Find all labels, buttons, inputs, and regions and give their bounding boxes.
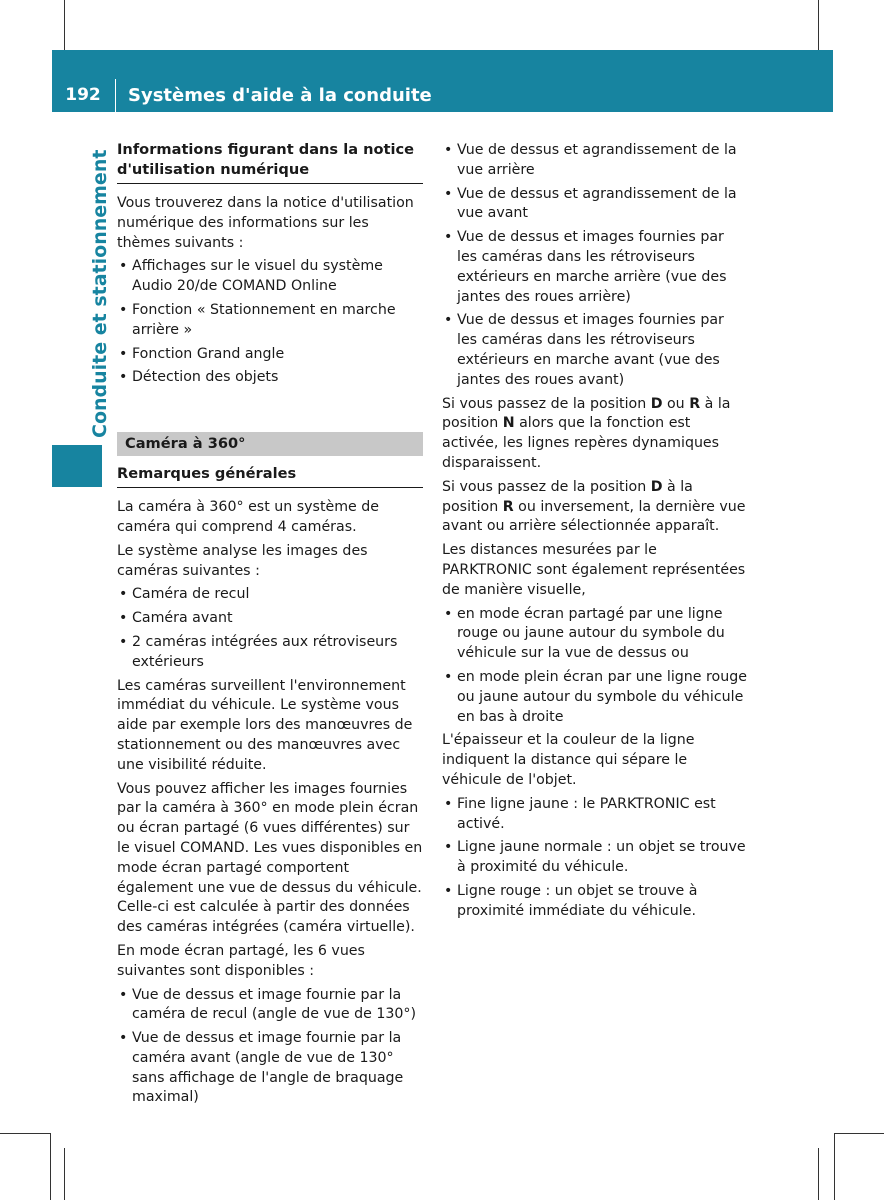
- crop-mark: [64, 1148, 65, 1200]
- mode-list: [442, 605, 748, 728]
- chapter-tab: [52, 445, 102, 487]
- list-item: • Vue de dessus et agrandissement de la vue arrière: [442, 141, 748, 181]
- gear-key: D: [650, 478, 663, 495]
- view-list: [117, 986, 423, 1109]
- text-run: ou: [662, 395, 690, 412]
- paragraph: La caméra à 360° est un système de caméra qui comprend 4 caméras.: [117, 499, 380, 535]
- list-item: • Ligne rouge : un objet se trouve à proximité immédiate du véhicule.: [442, 882, 748, 922]
- paragraph: Les distances mesurées par le PARKTRONIC sont également représentées de manière visuelle,: [442, 542, 746, 598]
- list-item: • Ligne jaune normale : un objet se trouve à proximité du véhicule.: [442, 838, 748, 878]
- crop-mark: [834, 1133, 884, 1134]
- gear-key: R: [502, 498, 514, 515]
- paragraph: L'épaisseur et la couleur de la ligne indiquent la distance qui sépare le véhicule de l'objet.: [442, 732, 695, 788]
- paragraph: En mode écran partagé, les 6 vues suivantes sont disponibles :: [117, 942, 365, 979]
- list-item: • Caméra de recul: [117, 585, 423, 605]
- list-item: • Affichages sur le visuel du système Audio 20/de COMAND Online: [117, 257, 423, 297]
- list-item: • Vue de dessus et agrandissement de la vue avant: [442, 185, 748, 225]
- info-heading: Informations figurant dans la notice d'utilisation numérique: [117, 140, 423, 184]
- list-item: • Fine ligne jaune : le PARKTRONIC est activé.: [442, 795, 748, 835]
- header-divider: [115, 79, 116, 112]
- list-item: • en mode plein écran par une ligne rouge ou jaune autour du symbole du véhicule en bas à droite: [442, 668, 748, 727]
- info-intro: Vous trouverez dans la notice d'utilisation numérique des informations sur les thèmes suivants :: [117, 195, 414, 251]
- paragraph: Les caméras surveillent l'environnement immédiat du véhicule. Le système vous aide par exemple lors des manœuvres de stationnement ou des manœuvres avec une visibilité réduite.: [117, 677, 413, 773]
- list-item: • Détection des objets: [117, 368, 423, 388]
- text-run: ou inversement, la dernière vue avant ou arrière sélectionnée apparaît.: [442, 498, 746, 535]
- crop-mark: [818, 1148, 819, 1200]
- view-list-continued: [442, 141, 748, 391]
- right-column: [442, 141, 748, 925]
- left-column: [117, 140, 423, 1112]
- list-item: • Fonction Grand angle: [117, 345, 423, 365]
- paragraph: Le système analyse les images des caméras suivantes :: [117, 542, 368, 579]
- camera-list: [117, 585, 423, 672]
- list-item: • en mode écran partagé par une ligne rouge ou jaune autour du symbole du véhicule sur la vue de dessus ou: [442, 605, 748, 664]
- list-item: • Caméra avant: [117, 609, 423, 629]
- text-run: Si vous passez de la position: [442, 478, 651, 495]
- text-run: à la position: [442, 478, 693, 515]
- crop-mark: [834, 1133, 835, 1200]
- page-number: 192: [65, 85, 101, 105]
- list-item: • 2 caméras intégrées aux rétroviseurs extérieurs: [117, 633, 423, 673]
- gear-key: R: [689, 395, 701, 412]
- general-heading: Remarques générales: [117, 464, 423, 488]
- text-run: Si vous passez de la position: [442, 395, 651, 412]
- crop-mark: [64, 0, 65, 50]
- list-item: • Fonction « Stationnement en marche arrière »: [117, 301, 423, 341]
- text-run: alors que la fonction est activée, les lignes repères dynamiques disparaissent.: [442, 415, 720, 471]
- gear-shift-paragraph: [442, 478, 748, 537]
- page-title: Systèmes d'aide à la conduite: [128, 85, 432, 106]
- crop-mark: [50, 1133, 51, 1200]
- list-item: • Vue de dessus et image fournie par la caméra de recul (angle de vue de 130°): [117, 986, 423, 1026]
- paragraph: Vous pouvez afficher les images fournies par la caméra à 360° en mode plein écran ou écran partagé (6 vues différentes) sur le visuel COMAND. Les vues disponibles en mode écran partagé comportent également une vue de dessus du véhicule. Celle-ci est calculée à partir des données des caméras intégrées (caméra virtuelle).: [117, 780, 423, 936]
- chapter-label: Conduite et stationnement: [89, 149, 111, 438]
- list-item: • Vue de dessus et images fournies par les caméras dans les rétroviseurs extérieurs en marche avant (vue des jantes des roues avant): [442, 311, 748, 390]
- crop-mark: [818, 0, 819, 50]
- line-list: [442, 795, 748, 922]
- gear-key: D: [650, 395, 663, 412]
- gear-key: N: [502, 415, 515, 432]
- gear-shift-paragraph: [442, 395, 748, 474]
- list-item: • Vue de dessus et images fournies par les caméras dans les rétroviseurs extérieurs en marche arrière (vue des jantes des roues arrière): [442, 228, 748, 307]
- info-list: [117, 257, 423, 388]
- section-title: Caméra à 360°: [117, 432, 423, 456]
- list-item: • Vue de dessus et image fournie par la caméra avant (angle de vue de 130° sans affichage de l'angle de braquage maximal): [117, 1029, 423, 1108]
- text-run: à la position: [442, 395, 731, 432]
- crop-mark: [0, 1133, 50, 1134]
